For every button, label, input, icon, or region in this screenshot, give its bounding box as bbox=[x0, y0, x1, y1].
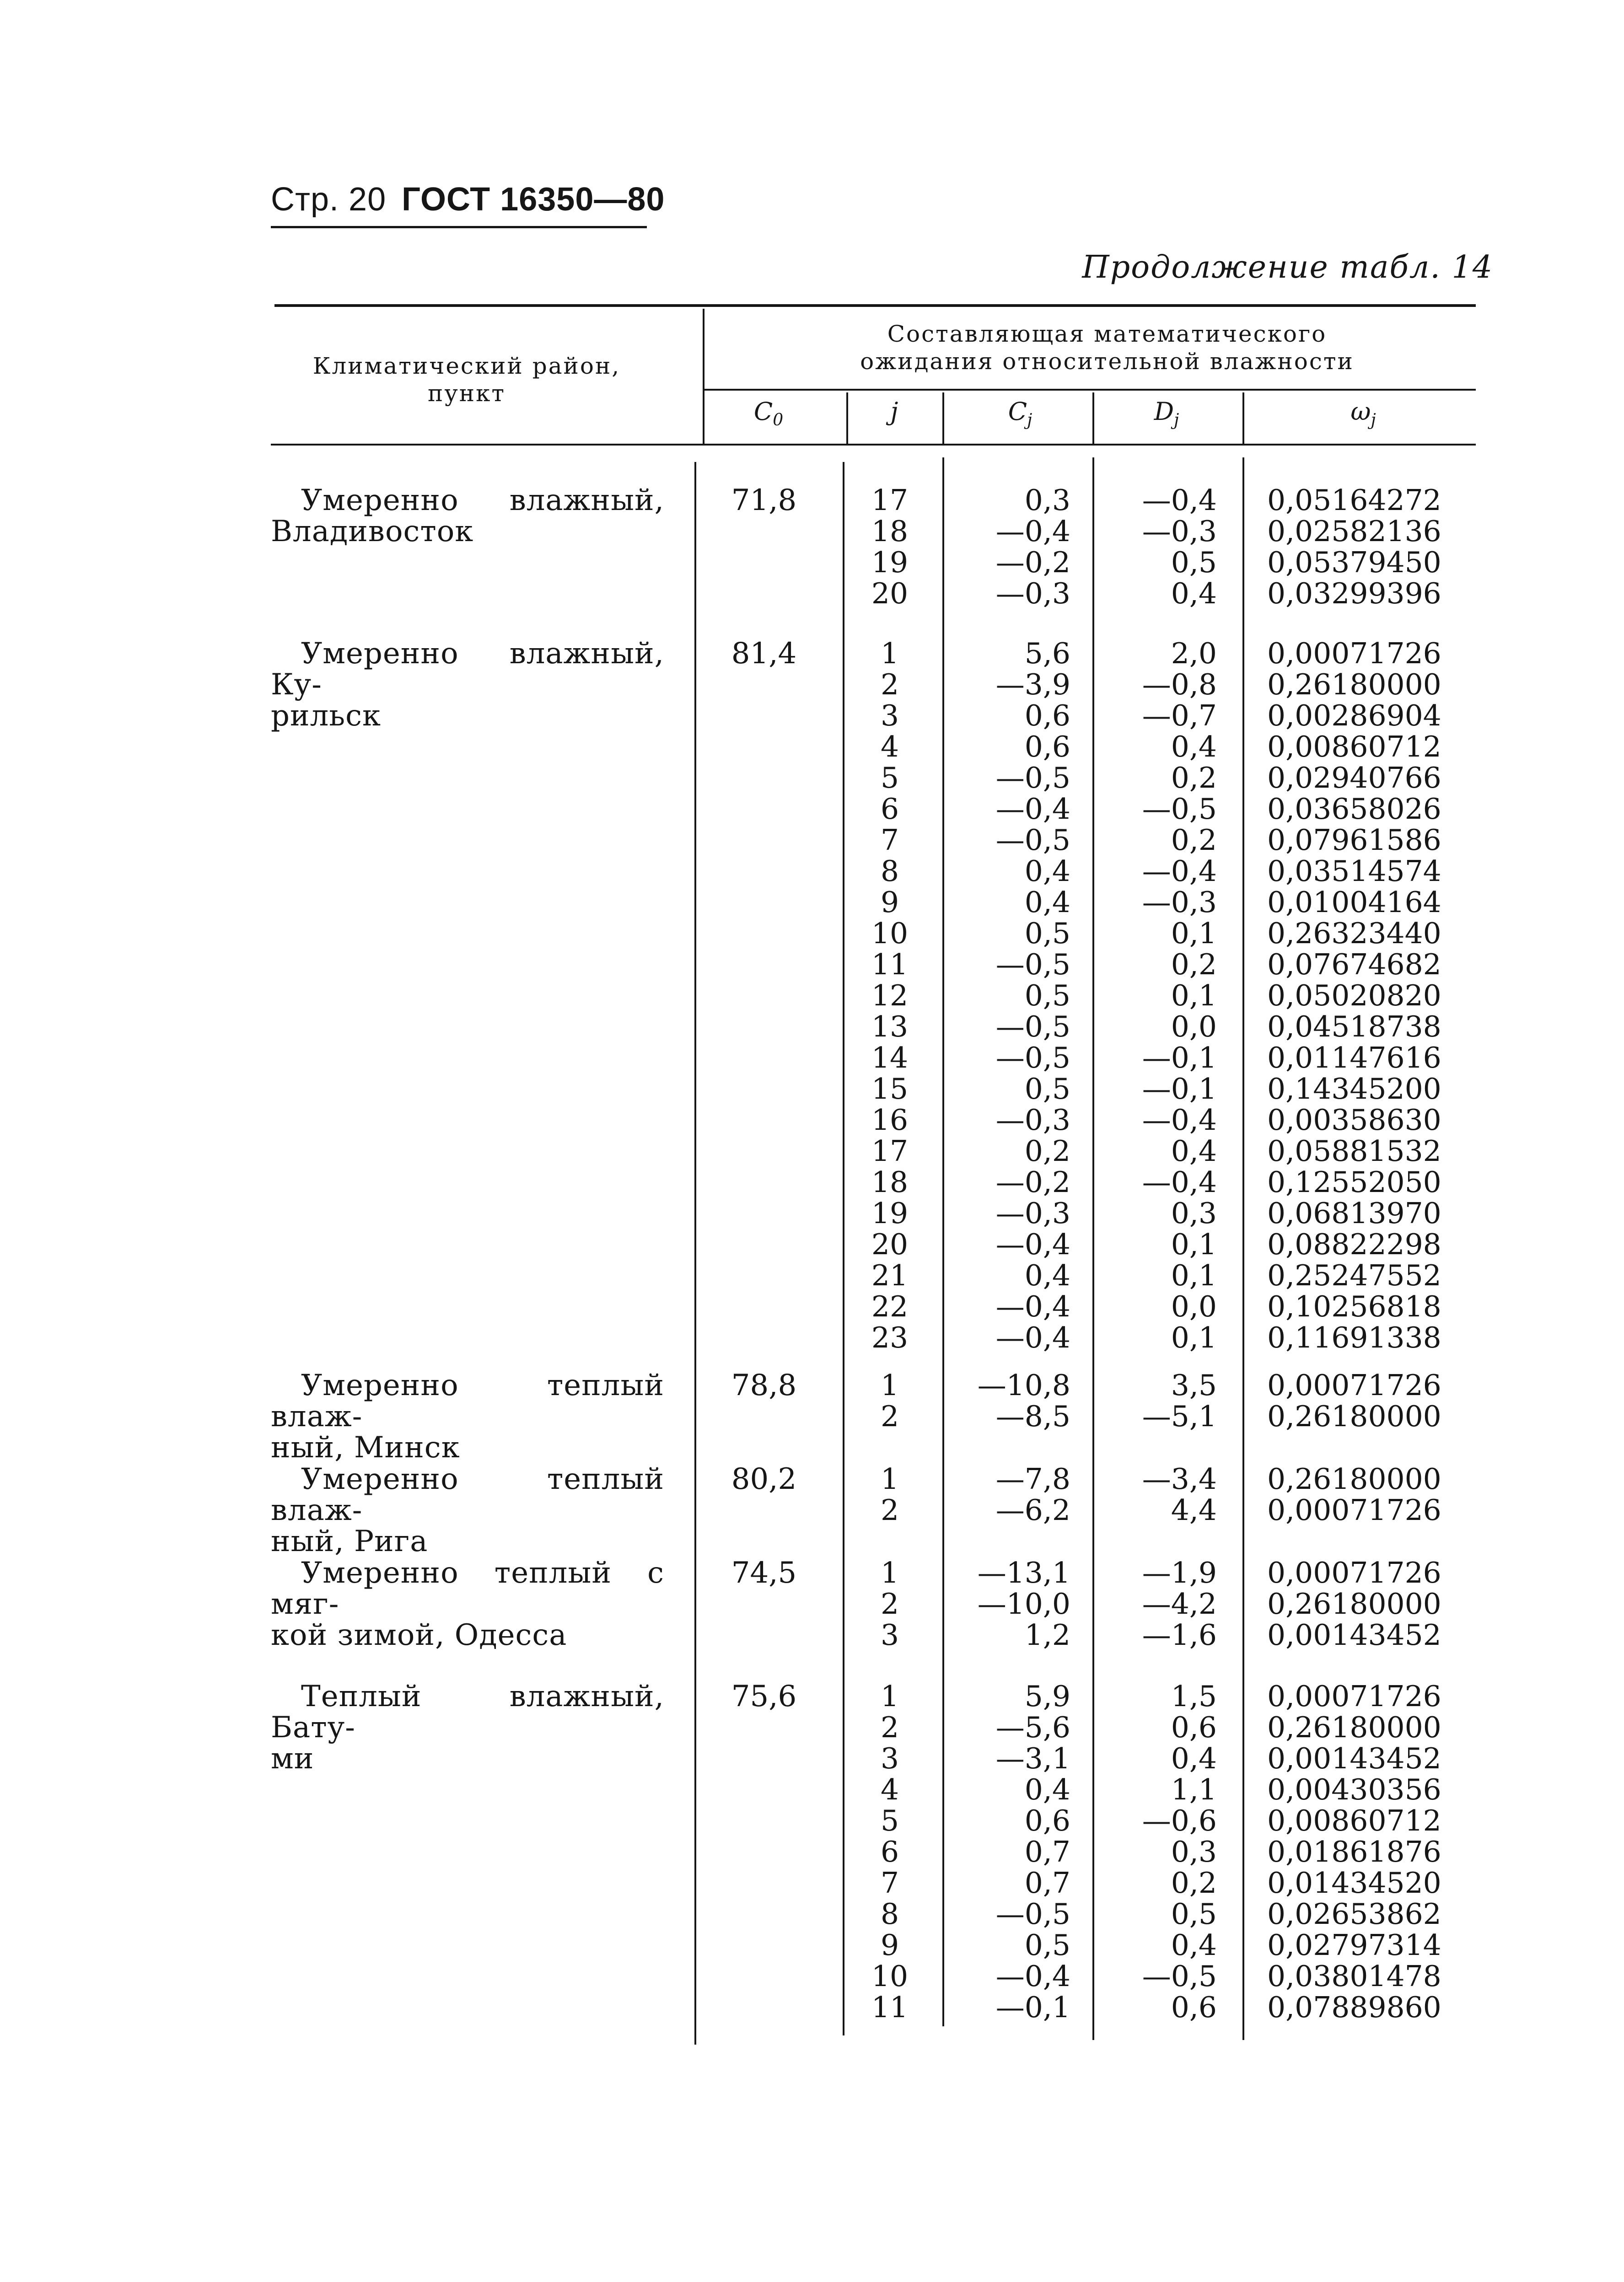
dj-cell: —4,2 bbox=[1142, 1587, 1217, 1621]
omega-cell: 0,26180000 bbox=[1267, 1462, 1441, 1496]
cj-cell: —0,4 bbox=[995, 1960, 1070, 1993]
j-cell: 3 bbox=[880, 1742, 899, 1775]
cj-cell: 0,5 bbox=[1024, 1072, 1070, 1106]
cj-cell: —0,5 bbox=[995, 823, 1070, 857]
omega-cell: 0,00071726 bbox=[1267, 637, 1441, 670]
table-top-rule bbox=[274, 304, 1476, 307]
cj-cell: 0,4 bbox=[1024, 1259, 1070, 1292]
dj-cell: —0,3 bbox=[1142, 886, 1217, 919]
omega-cell: 0,03514574 bbox=[1267, 854, 1441, 888]
dj-cell: —0,7 bbox=[1142, 699, 1217, 732]
dj-cell: 3,5 bbox=[1171, 1369, 1217, 1402]
cj-cell: —0,4 bbox=[995, 1290, 1070, 1323]
region-name-line-1: Умеренно теплый влаж- bbox=[271, 1369, 664, 1434]
j-cell: 6 bbox=[880, 1835, 899, 1869]
j-cell: 4 bbox=[880, 730, 899, 763]
cj-cell: 0,4 bbox=[1024, 854, 1070, 888]
j-cell: 12 bbox=[871, 979, 909, 1012]
dj-cell: 0,4 bbox=[1171, 1134, 1217, 1168]
omega-cell: 0,01147616 bbox=[1267, 1041, 1441, 1074]
omega-cell: 0,03658026 bbox=[1267, 792, 1441, 826]
dj-cell: 0,2 bbox=[1171, 948, 1217, 981]
dj-cell: 0,4 bbox=[1171, 730, 1217, 763]
cj-cell: —10,0 bbox=[977, 1587, 1070, 1621]
j-cell: 13 bbox=[871, 1010, 909, 1043]
cj-cell: 0,4 bbox=[1024, 1773, 1070, 1806]
table-continuation-label: Продолжение табл. 14 bbox=[1082, 249, 1493, 285]
omega-cell: 0,02582136 bbox=[1267, 515, 1441, 548]
cj-cell: —0,3 bbox=[995, 577, 1070, 610]
j-cell: 1 bbox=[880, 1369, 899, 1402]
omega-cell: 0,00071726 bbox=[1267, 1369, 1441, 1402]
header-divider-3 bbox=[1092, 392, 1094, 444]
omega-cell: 0,02797314 bbox=[1267, 1928, 1441, 1962]
omega-cell: 0,25247552 bbox=[1267, 1259, 1441, 1292]
dj-cell: 0,4 bbox=[1171, 1742, 1217, 1775]
header-divider-1 bbox=[846, 392, 848, 444]
region-name-line-2: Владивосток bbox=[271, 515, 474, 548]
region-name-line-2: ми bbox=[271, 1742, 314, 1776]
j-cell: 14 bbox=[871, 1041, 909, 1074]
j-cell: 7 bbox=[880, 823, 899, 857]
cj-cell: —3,9 bbox=[995, 668, 1070, 701]
region-name bbox=[271, 1370, 664, 1463]
dj-cell: —0,4 bbox=[1142, 483, 1217, 517]
dj-cell: 0,1 bbox=[1171, 979, 1217, 1012]
omega-cell: 0,00071726 bbox=[1267, 1556, 1441, 1589]
dj-cell: 2,0 bbox=[1171, 637, 1217, 670]
dj-cell: 0,0 bbox=[1171, 1010, 1217, 1043]
cj-cell: 0,6 bbox=[1024, 730, 1070, 763]
j-cell: 5 bbox=[880, 1804, 899, 1837]
header-bottom-rule bbox=[271, 444, 1476, 446]
dj-cell: —0,4 bbox=[1142, 1103, 1217, 1137]
cj-cell: 5,6 bbox=[1024, 637, 1070, 670]
omega-cell: 0,10256818 bbox=[1267, 1290, 1441, 1323]
header-divider-4 bbox=[1242, 392, 1244, 444]
j-cell: 17 bbox=[871, 483, 909, 517]
standard-number: ГОСТ 16350—80 bbox=[402, 181, 665, 218]
dj-cell: 0,5 bbox=[1171, 1897, 1217, 1931]
c0-value: 74,5 bbox=[731, 1556, 797, 1590]
omega-cell: 0,26180000 bbox=[1267, 1400, 1441, 1433]
cj-cell: —0,5 bbox=[995, 948, 1070, 981]
dj-cell: 0,6 bbox=[1171, 1991, 1217, 2024]
dj-cell: —3,4 bbox=[1142, 1462, 1217, 1496]
j-cell: 9 bbox=[880, 886, 899, 919]
cj-cell: 0,5 bbox=[1024, 917, 1070, 950]
j-cell: 2 bbox=[880, 1711, 899, 1744]
omega-cell: 0,26180000 bbox=[1267, 668, 1441, 701]
j-cell: 2 bbox=[880, 1493, 899, 1527]
dj-cell: —0,8 bbox=[1142, 668, 1217, 701]
omega-cell: 0,06813970 bbox=[1267, 1197, 1441, 1230]
omega-cell: 0,08822298 bbox=[1267, 1228, 1441, 1261]
omega-cell: 0,05164272 bbox=[1267, 483, 1441, 517]
cj-cell: 0,5 bbox=[1024, 979, 1070, 1012]
region-name-line-1: Теплый влажный, Бату- bbox=[271, 1680, 664, 1745]
cj-cell: —7,8 bbox=[995, 1462, 1070, 1496]
dj-cell: —0,1 bbox=[1142, 1041, 1217, 1074]
dj-cell: —0,1 bbox=[1142, 1072, 1217, 1106]
cj-cell: —6,2 bbox=[995, 1493, 1070, 1527]
j-cell: 21 bbox=[871, 1259, 909, 1292]
j-cell: 1 bbox=[880, 637, 899, 670]
j-cell: 1 bbox=[880, 1556, 899, 1589]
omega-cell: 0,12552050 bbox=[1267, 1165, 1441, 1199]
group-header-rule bbox=[703, 389, 1476, 391]
dj-cell: 0,1 bbox=[1171, 1321, 1217, 1354]
cj-cell: —3,1 bbox=[995, 1742, 1070, 1775]
dj-cell: 0,5 bbox=[1171, 546, 1217, 579]
c0-value: 71,8 bbox=[731, 483, 797, 517]
cj-cell: 0,6 bbox=[1024, 1804, 1070, 1837]
j-cell: 2 bbox=[880, 1400, 899, 1433]
dj-cell: 0,0 bbox=[1171, 1290, 1217, 1323]
j-cell: 8 bbox=[880, 1897, 899, 1931]
omega-cell: 0,00071726 bbox=[1267, 1680, 1441, 1713]
c0-value: 81,4 bbox=[731, 637, 797, 671]
dj-cell: —0,6 bbox=[1142, 1804, 1217, 1837]
j-cell: 15 bbox=[871, 1072, 909, 1106]
cj-cell: 1,2 bbox=[1024, 1618, 1070, 1652]
omega-cell: 0,26180000 bbox=[1267, 1587, 1441, 1621]
header-rule bbox=[271, 226, 647, 228]
region-name-line-1: Умеренно теплый влаж- bbox=[271, 1462, 664, 1527]
omega-cell: 0,14345200 bbox=[1267, 1072, 1441, 1106]
j-cell: 20 bbox=[871, 577, 909, 610]
j-cell: 1 bbox=[880, 1462, 899, 1496]
j-cell: 2 bbox=[880, 1587, 899, 1621]
c0-value: 80,2 bbox=[731, 1462, 797, 1496]
body-divider-3 bbox=[1092, 457, 1094, 2040]
j-cell: 7 bbox=[880, 1866, 899, 1900]
dj-cell: 0,2 bbox=[1171, 823, 1217, 857]
dj-cell: —0,4 bbox=[1142, 1165, 1217, 1199]
omega-cell: 0,00143452 bbox=[1267, 1618, 1441, 1652]
j-cell: 3 bbox=[880, 1618, 899, 1652]
omega-cell: 0,07674682 bbox=[1267, 948, 1441, 981]
dj-cell: 4,4 bbox=[1171, 1493, 1217, 1527]
omega-cell: 0,01004164 bbox=[1267, 886, 1441, 919]
body-divider-4 bbox=[1242, 457, 1244, 2040]
omega-cell: 0,26180000 bbox=[1267, 1711, 1441, 1744]
j-cell: 10 bbox=[871, 1960, 909, 1993]
j-cell: 2 bbox=[880, 668, 899, 701]
j-cell: 11 bbox=[871, 948, 909, 981]
omega-cell: 0,03801478 bbox=[1267, 1960, 1441, 1993]
cj-cell: —0,1 bbox=[995, 1991, 1070, 2024]
body-divider-1 bbox=[843, 462, 844, 2035]
dj-cell: 0,1 bbox=[1171, 1228, 1217, 1261]
cj-cell: —0,5 bbox=[995, 1041, 1070, 1074]
j-cell: 17 bbox=[871, 1134, 909, 1168]
cj-cell: 0,7 bbox=[1024, 1835, 1070, 1869]
omega-cell: 0,07961586 bbox=[1267, 823, 1441, 857]
j-cell: 1 bbox=[880, 1680, 899, 1713]
region-name-line-2: кой зимой, Одесса bbox=[271, 1618, 567, 1652]
region-name-line-2: ный, Минск bbox=[271, 1431, 460, 1465]
header-divider-2 bbox=[942, 392, 944, 444]
dj-cell: —0,4 bbox=[1142, 854, 1217, 888]
j-cell: 10 bbox=[871, 917, 909, 950]
dj-cell: 0,6 bbox=[1171, 1711, 1217, 1744]
j-cell: 11 bbox=[871, 1991, 909, 2024]
dj-cell: —1,9 bbox=[1142, 1556, 1217, 1589]
region-name bbox=[271, 1557, 664, 1651]
region-name bbox=[271, 638, 664, 731]
omega-cell: 0,00860712 bbox=[1267, 730, 1441, 763]
dj-cell: 0,3 bbox=[1171, 1197, 1217, 1230]
column-header-c0: $C_0$ bbox=[753, 397, 784, 430]
cj-cell: 0,2 bbox=[1024, 1134, 1070, 1168]
omega-cell: 0,04518738 bbox=[1267, 1010, 1441, 1043]
omega-cell: 0,05020820 bbox=[1267, 979, 1441, 1012]
omega-cell: 0,05881532 bbox=[1267, 1134, 1441, 1168]
dj-cell: 0,1 bbox=[1171, 1259, 1217, 1292]
omega-cell: 0,01861876 bbox=[1267, 1835, 1441, 1869]
dj-cell: —1,6 bbox=[1142, 1618, 1217, 1652]
header-region: Климатический район, пункт bbox=[312, 353, 621, 407]
dj-cell: —0,5 bbox=[1142, 792, 1217, 826]
j-cell: 20 bbox=[871, 1228, 909, 1261]
j-cell: 4 bbox=[880, 1773, 899, 1806]
cj-cell: —0,3 bbox=[995, 1197, 1070, 1230]
j-cell: 16 bbox=[871, 1103, 909, 1137]
j-cell: 19 bbox=[871, 546, 909, 579]
page-header bbox=[271, 181, 665, 218]
j-cell: 18 bbox=[871, 515, 909, 548]
omega-cell: 0,00071726 bbox=[1267, 1493, 1441, 1527]
omega-cell: 0,03299396 bbox=[1267, 577, 1441, 610]
cj-cell: 0,5 bbox=[1024, 1928, 1070, 1962]
dj-cell: 1,1 bbox=[1171, 1773, 1217, 1806]
region-name-line-1: Умеренно влажный, bbox=[301, 483, 664, 517]
cj-cell: —0,4 bbox=[995, 792, 1070, 826]
cj-cell: —0,2 bbox=[995, 546, 1070, 579]
cj-cell: 0,7 bbox=[1024, 1866, 1070, 1900]
region-name bbox=[271, 1681, 664, 1774]
cj-cell: —0,5 bbox=[995, 1010, 1070, 1043]
j-cell: 3 bbox=[880, 699, 899, 732]
omega-cell: 0,07889860 bbox=[1267, 1991, 1441, 2024]
j-cell: 23 bbox=[871, 1321, 909, 1354]
omega-cell: 0,02940766 bbox=[1267, 761, 1441, 795]
cj-cell: —0,4 bbox=[995, 515, 1070, 548]
cj-cell: —0,2 bbox=[995, 1165, 1070, 1199]
column-header-cj: $C_j$ bbox=[1008, 397, 1032, 430]
dj-cell: —5,1 bbox=[1142, 1400, 1217, 1433]
cj-cell: 0,4 bbox=[1024, 886, 1070, 919]
cj-cell: —13,1 bbox=[977, 1556, 1070, 1589]
j-cell: 18 bbox=[871, 1165, 909, 1199]
dj-cell: —0,3 bbox=[1142, 515, 1217, 548]
dj-cell: 0,2 bbox=[1171, 1866, 1217, 1900]
dj-cell: 0,3 bbox=[1171, 1835, 1217, 1869]
cj-cell: —10,8 bbox=[977, 1369, 1070, 1402]
column-header-wj: $\omega_j$ bbox=[1350, 397, 1376, 430]
body-divider-2 bbox=[942, 457, 944, 2026]
header-divider-region bbox=[703, 309, 704, 444]
header-group: Составляющая математического ожидания относительной влажности bbox=[860, 321, 1354, 375]
cj-cell: —0,3 bbox=[995, 1103, 1070, 1137]
c0-value: 78,8 bbox=[731, 1369, 797, 1402]
cj-cell: —0,4 bbox=[995, 1228, 1070, 1261]
j-cell: 5 bbox=[880, 761, 899, 795]
dj-cell: 0,4 bbox=[1171, 577, 1217, 610]
column-header-j: j bbox=[890, 397, 898, 426]
omega-cell: 0,00286904 bbox=[1267, 699, 1441, 732]
omega-cell: 0,11691338 bbox=[1267, 1321, 1441, 1354]
dj-cell: 0,1 bbox=[1171, 917, 1217, 950]
omega-cell: 0,00860712 bbox=[1267, 1804, 1441, 1837]
omega-cell: 0,00430356 bbox=[1267, 1773, 1441, 1806]
omega-cell: 0,05379450 bbox=[1267, 546, 1441, 579]
cj-cell: —0,5 bbox=[995, 761, 1070, 795]
region-name-line-1: Умеренно теплый с мяг- bbox=[271, 1556, 664, 1621]
omega-cell: 0,26323440 bbox=[1267, 917, 1441, 950]
j-cell: 8 bbox=[880, 854, 899, 888]
omega-cell: 0,01434520 bbox=[1267, 1866, 1441, 1900]
body-divider-region bbox=[694, 462, 696, 2045]
omega-cell: 0,00358630 bbox=[1267, 1103, 1441, 1137]
cj-cell: —0,4 bbox=[995, 1321, 1070, 1354]
omega-cell: 0,02653862 bbox=[1267, 1897, 1441, 1931]
j-cell: 6 bbox=[880, 792, 899, 826]
dj-cell: 0,4 bbox=[1171, 1928, 1217, 1962]
region-name-line-2: ный, Рига bbox=[271, 1525, 428, 1558]
j-cell: 19 bbox=[871, 1197, 909, 1230]
dj-cell: 1,5 bbox=[1171, 1680, 1217, 1713]
page-number: Стр. 20 bbox=[271, 181, 387, 218]
region-name bbox=[271, 1464, 664, 1557]
region-name-line-1: Умеренно влажный, Ку- bbox=[271, 637, 664, 702]
cj-cell: 5,9 bbox=[1024, 1680, 1070, 1713]
j-cell: 9 bbox=[880, 1928, 899, 1962]
cj-cell: —8,5 bbox=[995, 1400, 1070, 1433]
c0-value: 75,6 bbox=[731, 1680, 797, 1713]
omega-cell: 0,00143452 bbox=[1267, 1742, 1441, 1775]
cj-cell: —0,5 bbox=[995, 1897, 1070, 1931]
cj-cell: 0,6 bbox=[1024, 699, 1070, 732]
column-header-dj: $D_j$ bbox=[1154, 397, 1179, 430]
j-cell: 22 bbox=[871, 1290, 909, 1323]
region-name bbox=[271, 485, 664, 547]
cj-cell: —5,6 bbox=[995, 1711, 1070, 1744]
region-name-line-2: рильск bbox=[271, 699, 381, 733]
dj-cell: 0,2 bbox=[1171, 761, 1217, 795]
cj-cell: 0,3 bbox=[1024, 483, 1070, 517]
dj-cell: —0,5 bbox=[1142, 1960, 1217, 1993]
